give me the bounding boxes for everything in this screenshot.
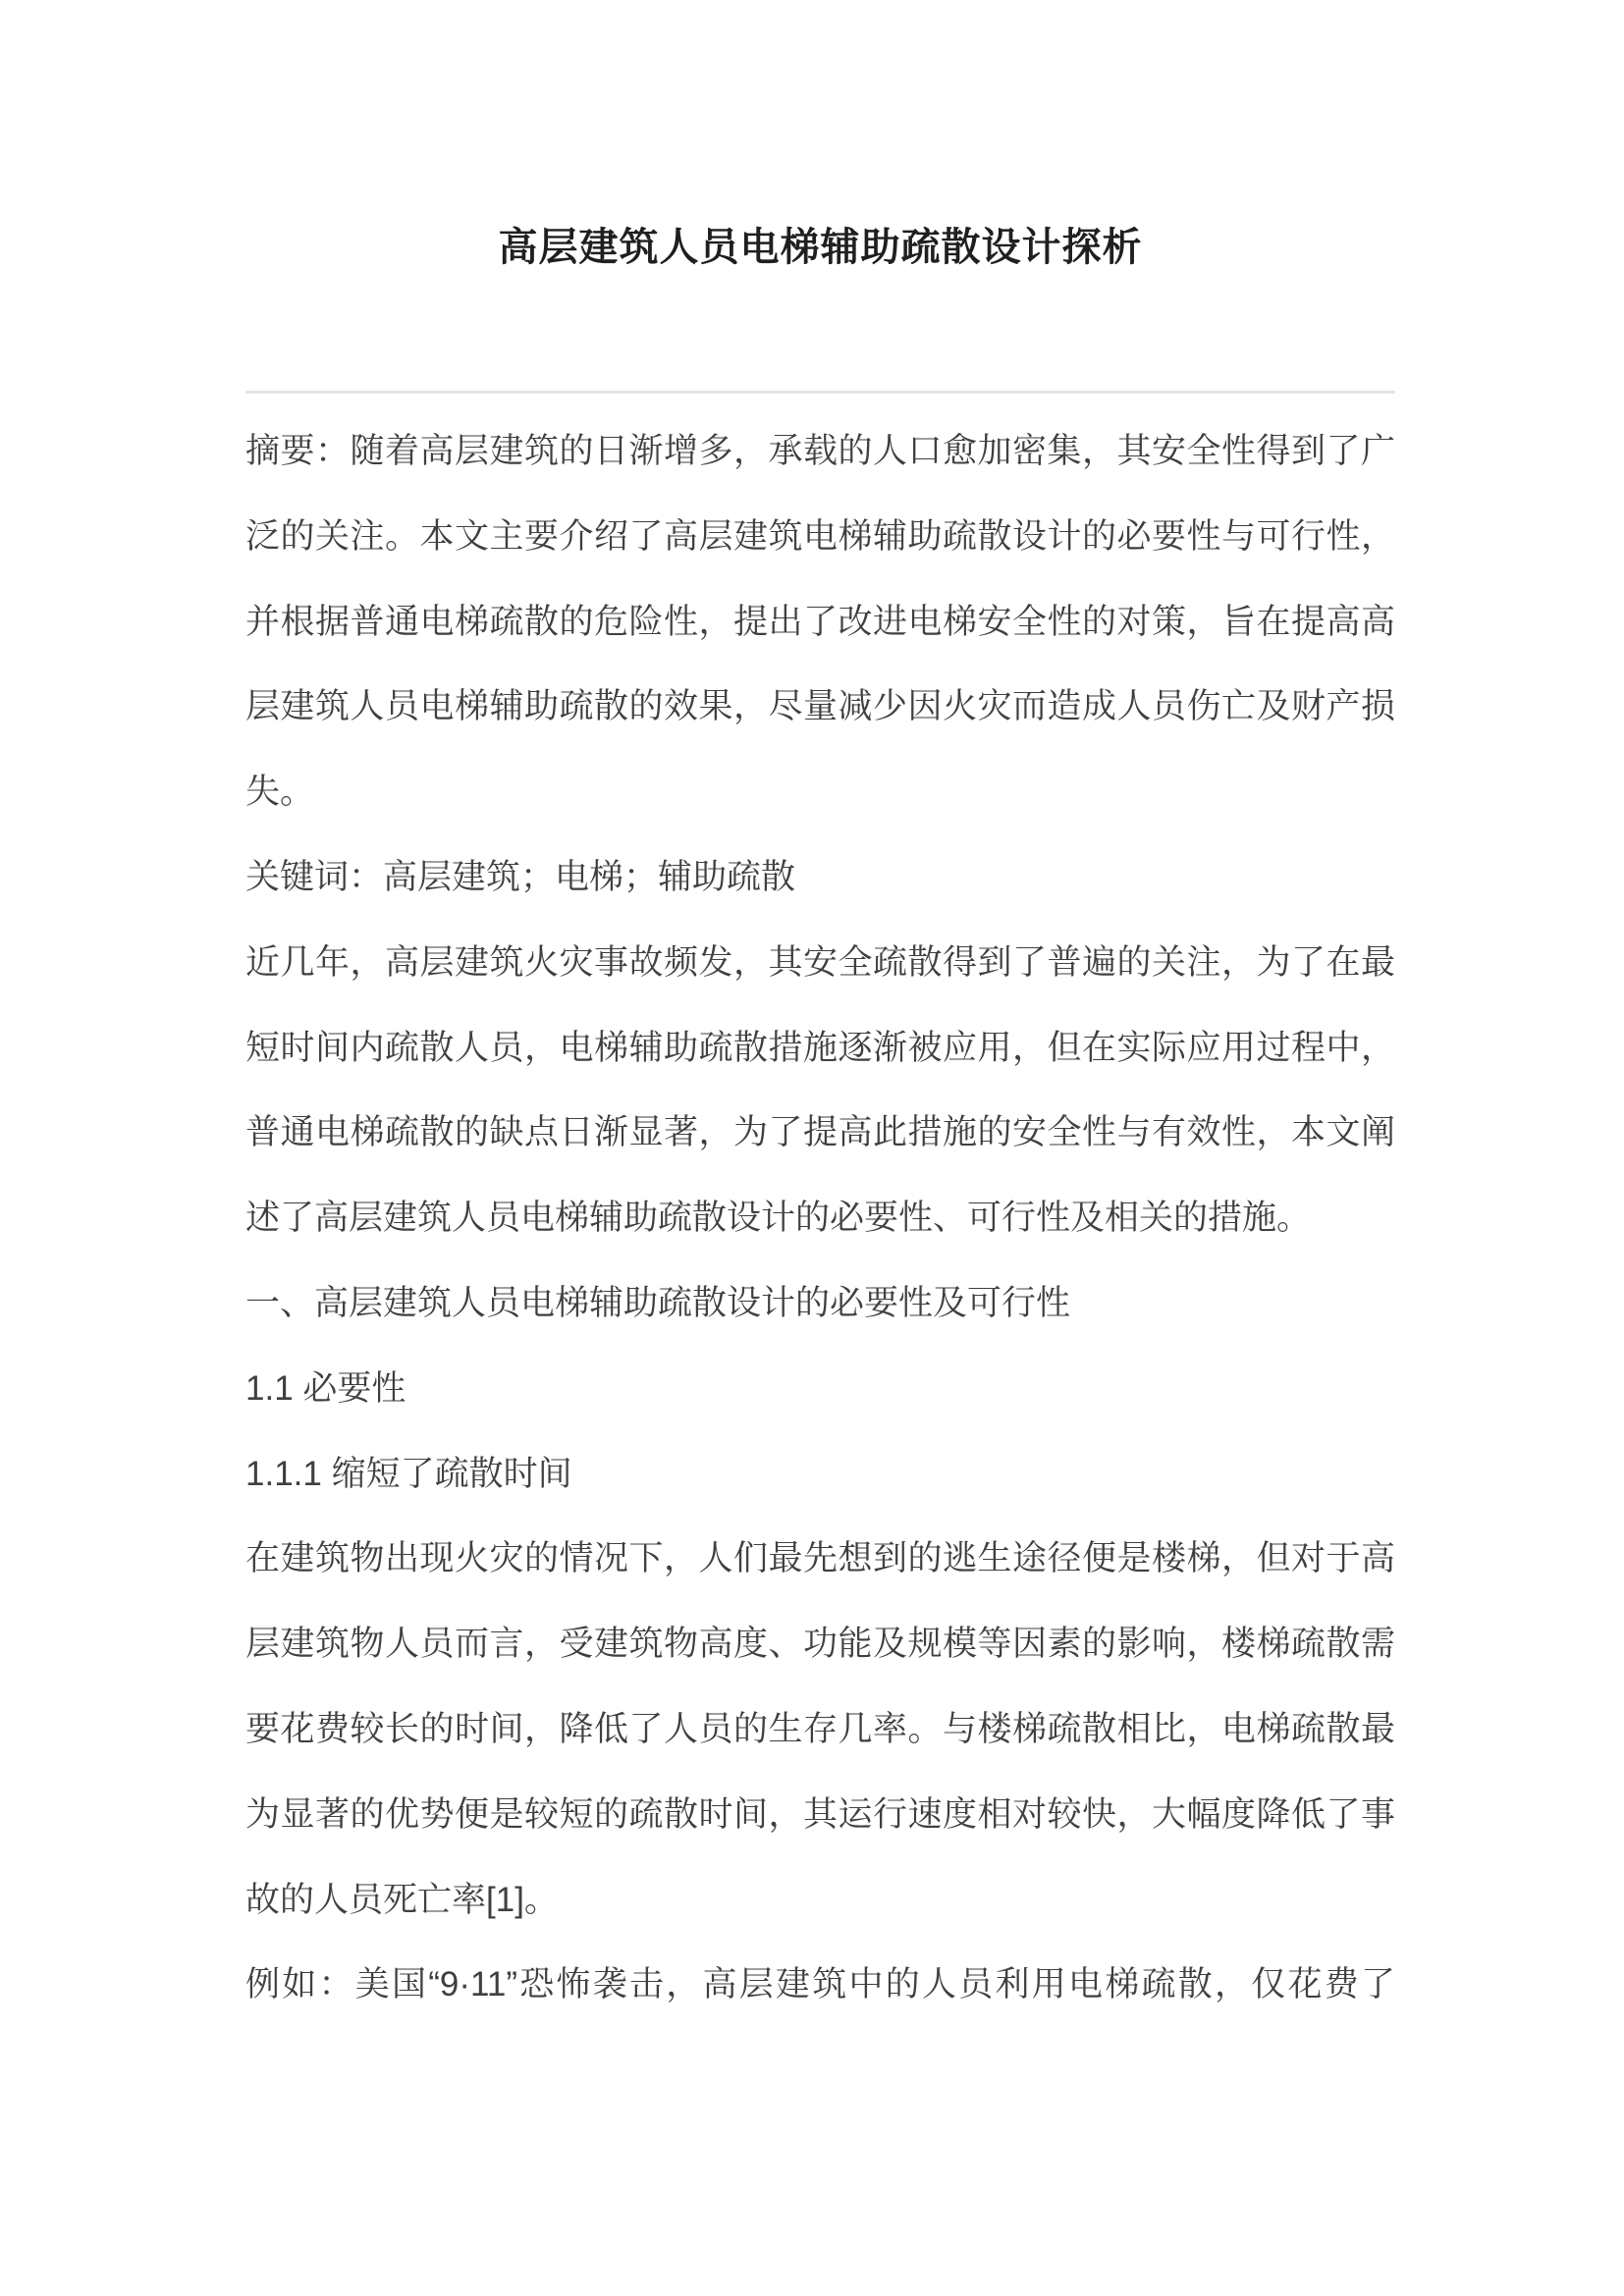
text-line: 层建筑人员电梯辅助疏散的效果，尽量减少因火灾而造成人员伤亡及财产损 xyxy=(245,687,1395,726)
text-line: 失。 xyxy=(245,773,315,812)
section-1-1-heading xyxy=(245,1347,1395,1432)
text-line: 近几年，高层建筑火灾事故频发，其安全疏散得到了普遍的关注，为了在最 xyxy=(245,942,1395,982)
keywords xyxy=(245,835,1395,921)
text-line: 短时间内疏散人员，电梯辅助疏散措施逐渐被应用，但在实际应用过程中， xyxy=(245,1028,1395,1067)
text-line: 故的人员死亡率[1]。 xyxy=(245,1880,559,1919)
text-line: 1.1.1 缩短了疏散时间 xyxy=(245,1454,572,1493)
section-divider xyxy=(245,391,1395,394)
text-line: 1.1 必要性 xyxy=(245,1368,406,1408)
text-line: 一、高层建筑人员电梯辅助疏散设计的必要性及可行性 xyxy=(245,1283,1071,1322)
introduction xyxy=(245,921,1395,1261)
abstract xyxy=(245,409,1395,835)
text-line: 普通电梯疏散的缺点日渐显著，为了提高此措施的安全性与有效性，本文阐 xyxy=(245,1113,1395,1152)
section-1-heading xyxy=(245,1261,1395,1347)
paragraph-evacuation-time xyxy=(245,1517,1395,1943)
document-body xyxy=(245,409,1395,2028)
text-line: 要花费较长的时间，降低了人员的生存几率。与楼梯疏散相比，电梯疏散最 xyxy=(245,1709,1395,1748)
paragraph-example-911 xyxy=(245,1943,1395,2028)
section-1-1-1-heading xyxy=(245,1432,1395,1518)
text-line: 为显著的优势便是较短的疏散时间，其运行速度相对较快，大幅度降低了事 xyxy=(245,1794,1395,1834)
text-line: 在建筑物出现火灾的情况下，人们最先想到的逃生途径便是楼梯，但对于高 xyxy=(245,1539,1395,1578)
document-content xyxy=(245,0,1395,2028)
text-line: 并根据普通电梯疏散的危险性，提出了改进电梯安全性的对策，旨在提高高 xyxy=(245,602,1395,641)
document-title: 高层建筑人员电梯辅助疏散设计探析 xyxy=(498,225,1143,269)
text-line: 层建筑物人员而言，受建筑物高度、功能及规模等因素的影响，楼梯疏散需 xyxy=(245,1625,1395,1664)
text-line: 摘要：随着高层建筑的日渐增多，承载的人口愈加密集，其安全性得到了广 xyxy=(245,432,1395,470)
text-line: 述了高层建筑人员电梯辅助疏散设计的必要性、可行性及相关的措施。 xyxy=(245,1199,1312,1238)
text-line: 例如：美国“9·11”恐怖袭击，高层建筑中的人员利用电梯疏散，仅花费了 xyxy=(245,1965,1395,2004)
text-line: 泛的关注。本文主要介绍了高层建筑电梯辅助疏散设计的必要性与可行性， xyxy=(245,516,1395,556)
text-line: 关键词：高层建筑；电梯；辅助疏散 xyxy=(245,857,796,896)
